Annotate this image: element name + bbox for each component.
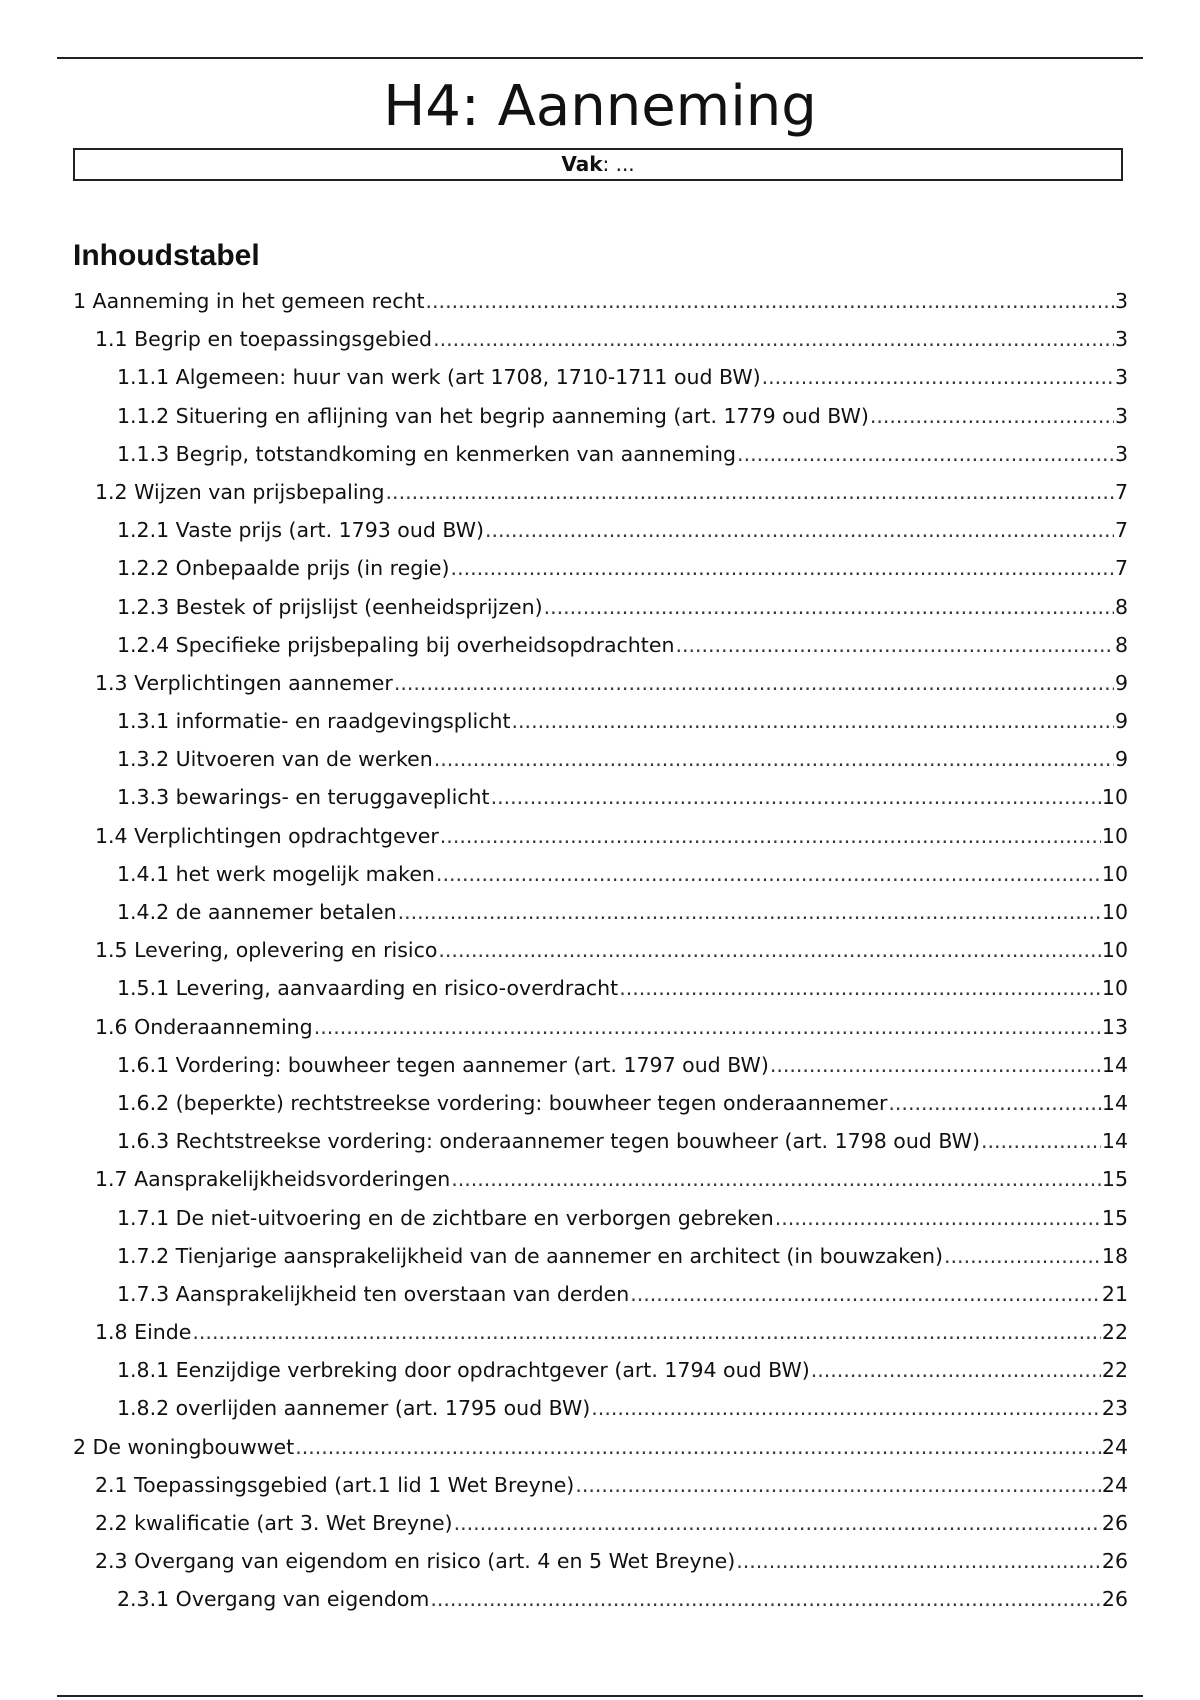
- table-of-contents: [73, 282, 1128, 1619]
- toc-entry[interactable]: [73, 1428, 1128, 1466]
- toc-entry-title: 1.7.1 De niet-uitvoering en de zichtbare en verborgen gebreken: [117, 1205, 774, 1230]
- toc-entry-page: 3: [1114, 441, 1128, 466]
- toc-entry-title: 1.2.3 Bestek of prijslijst (eenheidsprijzen): [117, 594, 543, 619]
- toc-dot-leader: [451, 1160, 1101, 1198]
- toc-dot-leader: [512, 702, 1114, 740]
- toc-entry-title: 1.7 Aansprakelijkheidsvorderingen: [95, 1167, 451, 1192]
- toc-entry[interactable]: [73, 1466, 1128, 1504]
- toc-dot-leader: [619, 969, 1101, 1007]
- toc-entry[interactable]: [73, 1351, 1128, 1389]
- toc-entry-title: 2 De woningbouwwet: [73, 1434, 295, 1459]
- toc-dot-leader: [888, 1084, 1101, 1122]
- toc-entry-title: 1.8.1 Eenzijdige verbreking door opdrachtgever (art. 1794 oud BW): [117, 1358, 810, 1383]
- toc-entry-title: 2.1 Toepassingsgebied (art.1 lid 1 Wet Breyne): [95, 1472, 575, 1497]
- toc-heading: Inhoudstabel: [73, 239, 260, 272]
- toc-entry-title: 1.6.2 (beperkte) rechtstreekse vordering: bouwheer tegen onderaannemer: [117, 1090, 888, 1115]
- toc-dot-leader: [430, 1580, 1101, 1618]
- toc-entry-page: 3: [1114, 327, 1128, 352]
- toc-entry[interactable]: [73, 893, 1128, 931]
- toc-dot-leader: [630, 1275, 1101, 1313]
- toc-entry-title: 1.2.1 Vaste prijs (art. 1793 oud BW): [117, 518, 484, 543]
- toc-entry[interactable]: [73, 931, 1128, 969]
- toc-entry-page: 9: [1114, 670, 1128, 695]
- toc-dot-leader: [736, 1542, 1101, 1580]
- toc-dot-leader: [314, 1008, 1101, 1046]
- vak-value: : ...: [602, 152, 635, 176]
- toc-dot-leader: [675, 626, 1114, 664]
- toc-dot-leader: [575, 1466, 1101, 1504]
- toc-entry[interactable]: [73, 1160, 1128, 1198]
- toc-dot-leader: [775, 1199, 1101, 1237]
- top-rule: [57, 57, 1143, 59]
- toc-entry-page: 10: [1101, 823, 1128, 848]
- toc-dot-leader: [485, 511, 1114, 549]
- toc-dot-leader: [398, 893, 1101, 931]
- toc-entry-page: 24: [1101, 1434, 1128, 1459]
- toc-dot-leader: [544, 588, 1114, 626]
- bottom-rule: [57, 1695, 1143, 1697]
- toc-entry-title: 1.3.2 Uitvoeren van de werken: [117, 747, 433, 772]
- toc-entry-title: 1.7.2 Tienjarige aansprakelijkheid van de aannemer en architect (in bouwzaken): [117, 1243, 944, 1268]
- toc-entry-page: 26: [1101, 1511, 1128, 1535]
- toc-entry-page: 14: [1101, 1052, 1128, 1077]
- toc-dot-leader: [434, 740, 1114, 778]
- toc-entry[interactable]: [73, 1389, 1128, 1427]
- toc-entry-title: 1.3.3 bewarings- en teruggaveplicht: [117, 785, 490, 810]
- toc-dot-leader: [451, 549, 1114, 587]
- toc-dot-leader: [737, 435, 1114, 473]
- toc-entry[interactable]: [73, 1122, 1128, 1160]
- toc-entry[interactable]: [73, 778, 1128, 816]
- toc-dot-leader: [394, 664, 1114, 702]
- toc-entry-page: 21: [1101, 1281, 1128, 1306]
- toc-entry-page: 18: [1101, 1243, 1128, 1268]
- toc-entry[interactable]: [73, 1084, 1128, 1122]
- toc-entry-page: 9: [1114, 747, 1128, 772]
- toc-entry[interactable]: [73, 1504, 1128, 1542]
- toc-entry-title: 1.2.4 Specifieke prijsbepaling bij overheidsopdrachten: [117, 632, 675, 657]
- toc-entry[interactable]: [73, 1580, 1128, 1618]
- toc-dot-leader: [491, 778, 1101, 816]
- toc-dot-leader: [944, 1237, 1101, 1275]
- toc-entry[interactable]: [73, 969, 1128, 1007]
- toc-entry-page: 14: [1101, 1090, 1128, 1115]
- toc-entry-title: 1.1 Begrip en toepassingsgebied: [95, 327, 433, 352]
- toc-entry[interactable]: [73, 397, 1128, 435]
- toc-entry-page: 7: [1114, 479, 1128, 504]
- toc-dot-leader: [811, 1351, 1101, 1389]
- toc-entry-title: 1.1.2 Situering en aflijning van het begrip aanneming (art. 1779 oud BW): [117, 403, 869, 428]
- vak-label: Vak: [561, 152, 603, 176]
- toc-entry-title: 1.6 Onderaanneming: [95, 1014, 313, 1039]
- toc-entry-title: 1.6.3 Rechtstreekse vordering: onderaannemer tegen bouwheer (art. 1798 oud BW): [117, 1129, 980, 1154]
- toc-entry-title: 1.6.1 Vordering: bouwheer tegen aannemer (art. 1797 oud BW): [117, 1052, 769, 1077]
- toc-entry[interactable]: [73, 435, 1128, 473]
- toc-entry[interactable]: [73, 626, 1128, 664]
- toc-entry-page: 10: [1101, 976, 1128, 1001]
- toc-entry[interactable]: [73, 1046, 1128, 1084]
- toc-entry[interactable]: [73, 473, 1128, 511]
- toc-entry-title: 1.8.2 overlijden aannemer (art. 1795 oud BW): [117, 1396, 591, 1421]
- toc-entry-title: 1.8 Einde: [95, 1320, 192, 1345]
- toc-entry[interactable]: [73, 740, 1128, 778]
- vak-field-box: [73, 148, 1123, 181]
- toc-dot-leader: [386, 473, 1114, 511]
- toc-entry-page: 7: [1114, 556, 1128, 581]
- toc-entry[interactable]: [73, 1542, 1128, 1580]
- toc-dot-leader: [436, 855, 1101, 893]
- toc-entry[interactable]: [73, 1008, 1128, 1046]
- toc-entry-title: 1.4 Verplichtingen opdrachtgever: [95, 823, 439, 848]
- document-title: H4: Aanneming: [383, 74, 817, 139]
- toc-entry-page: 24: [1101, 1472, 1128, 1497]
- toc-entry[interactable]: [73, 1275, 1128, 1313]
- toc-entry-page: 3: [1114, 365, 1128, 390]
- toc-dot-leader: [295, 1428, 1101, 1466]
- toc-entry-page: 26: [1101, 1587, 1128, 1612]
- toc-entry-title: 1.4.2 de aannemer betalen: [117, 900, 397, 924]
- toc-dot-leader: [192, 1313, 1101, 1351]
- toc-entry-page: 15: [1101, 1205, 1128, 1230]
- toc-entry-page: 22: [1101, 1358, 1128, 1383]
- toc-entry-page: 10: [1101, 938, 1128, 963]
- toc-entry-page: 10: [1101, 861, 1128, 886]
- toc-entry-title: 1.1.3 Begrip, totstandkoming en kenmerken van aanneming: [117, 441, 737, 466]
- toc-entry[interactable]: [73, 817, 1128, 855]
- toc-dot-leader: [426, 282, 1114, 320]
- toc-entry[interactable]: [73, 702, 1128, 740]
- toc-entry-page: 9: [1114, 709, 1128, 734]
- toc-entry-page: 8: [1114, 632, 1128, 657]
- toc-entry-title: 1.5.1 Levering, aanvaarding en risico-overdracht: [117, 976, 619, 1001]
- toc-dot-leader: [762, 358, 1114, 396]
- toc-dot-leader: [591, 1389, 1101, 1427]
- toc-entry-title: 1.3 Verplichtingen aannemer: [95, 670, 393, 695]
- toc-entry[interactable]: [73, 855, 1128, 893]
- toc-entry[interactable]: [73, 511, 1128, 549]
- toc-entry-page: 3: [1114, 403, 1128, 428]
- toc-entry[interactable]: [73, 588, 1128, 626]
- toc-entry[interactable]: [73, 1237, 1128, 1275]
- toc-dot-leader: [433, 320, 1114, 358]
- toc-entry-page: 10: [1101, 900, 1128, 924]
- toc-entry[interactable]: [73, 664, 1128, 702]
- toc-dot-leader: [870, 397, 1114, 435]
- toc-entry-title: 1.2.2 Onbepaalde prijs (in regie): [117, 556, 450, 581]
- toc-entry[interactable]: [73, 282, 1128, 320]
- toc-entry-title: 2.3 Overgang van eigendom en risico (art. 4 en 5 Wet Breyne): [95, 1549, 736, 1574]
- toc-entry[interactable]: [73, 1313, 1128, 1351]
- toc-entry-title: 2.3.1 Overgang van eigendom: [117, 1587, 430, 1612]
- toc-entry-page: 22: [1101, 1320, 1128, 1345]
- toc-entry[interactable]: [73, 320, 1128, 358]
- toc-entry-title: 1.5 Levering, oplevering en risico: [95, 938, 438, 963]
- toc-entry-page: 8: [1114, 594, 1128, 619]
- toc-dot-leader: [438, 931, 1101, 969]
- toc-entry[interactable]: [73, 549, 1128, 587]
- toc-entry-title: 1.4.1 het werk mogelijk maken: [117, 861, 435, 886]
- toc-entry-page: 7: [1114, 518, 1128, 543]
- toc-entry-page: 14: [1101, 1129, 1128, 1154]
- toc-dot-leader: [440, 817, 1101, 855]
- toc-dot-leader: [454, 1504, 1101, 1542]
- toc-entry-page: 23: [1101, 1396, 1128, 1421]
- toc-entry-title: 1.1.1 Algemeen: huur van werk (art 1708, 1710-1711 oud BW): [117, 365, 761, 390]
- toc-entry-page: 26: [1101, 1549, 1128, 1574]
- toc-dot-leader: [770, 1046, 1101, 1084]
- toc-entry-page: 10: [1101, 785, 1128, 810]
- toc-entry[interactable]: [73, 1199, 1128, 1237]
- toc-entry-page: 3: [1114, 289, 1128, 313]
- toc-entry-title: 1 Aanneming in het gemeen recht: [73, 289, 425, 313]
- toc-entry-title: 1.3.1 informatie- en raadgevingsplicht: [117, 709, 511, 734]
- toc-entry-title: 1.2 Wijzen van prijsbepaling: [95, 479, 385, 504]
- toc-entry-title: 1.7.3 Aansprakelijkheid ten overstaan van derden: [117, 1281, 630, 1306]
- toc-dot-leader: [981, 1122, 1101, 1160]
- toc-entry[interactable]: [73, 358, 1128, 396]
- toc-entry-page: 13: [1101, 1014, 1128, 1039]
- toc-entry-title: 2.2 kwalificatie (art 3. Wet Breyne): [95, 1511, 453, 1535]
- toc-entry-page: 15: [1101, 1167, 1128, 1192]
